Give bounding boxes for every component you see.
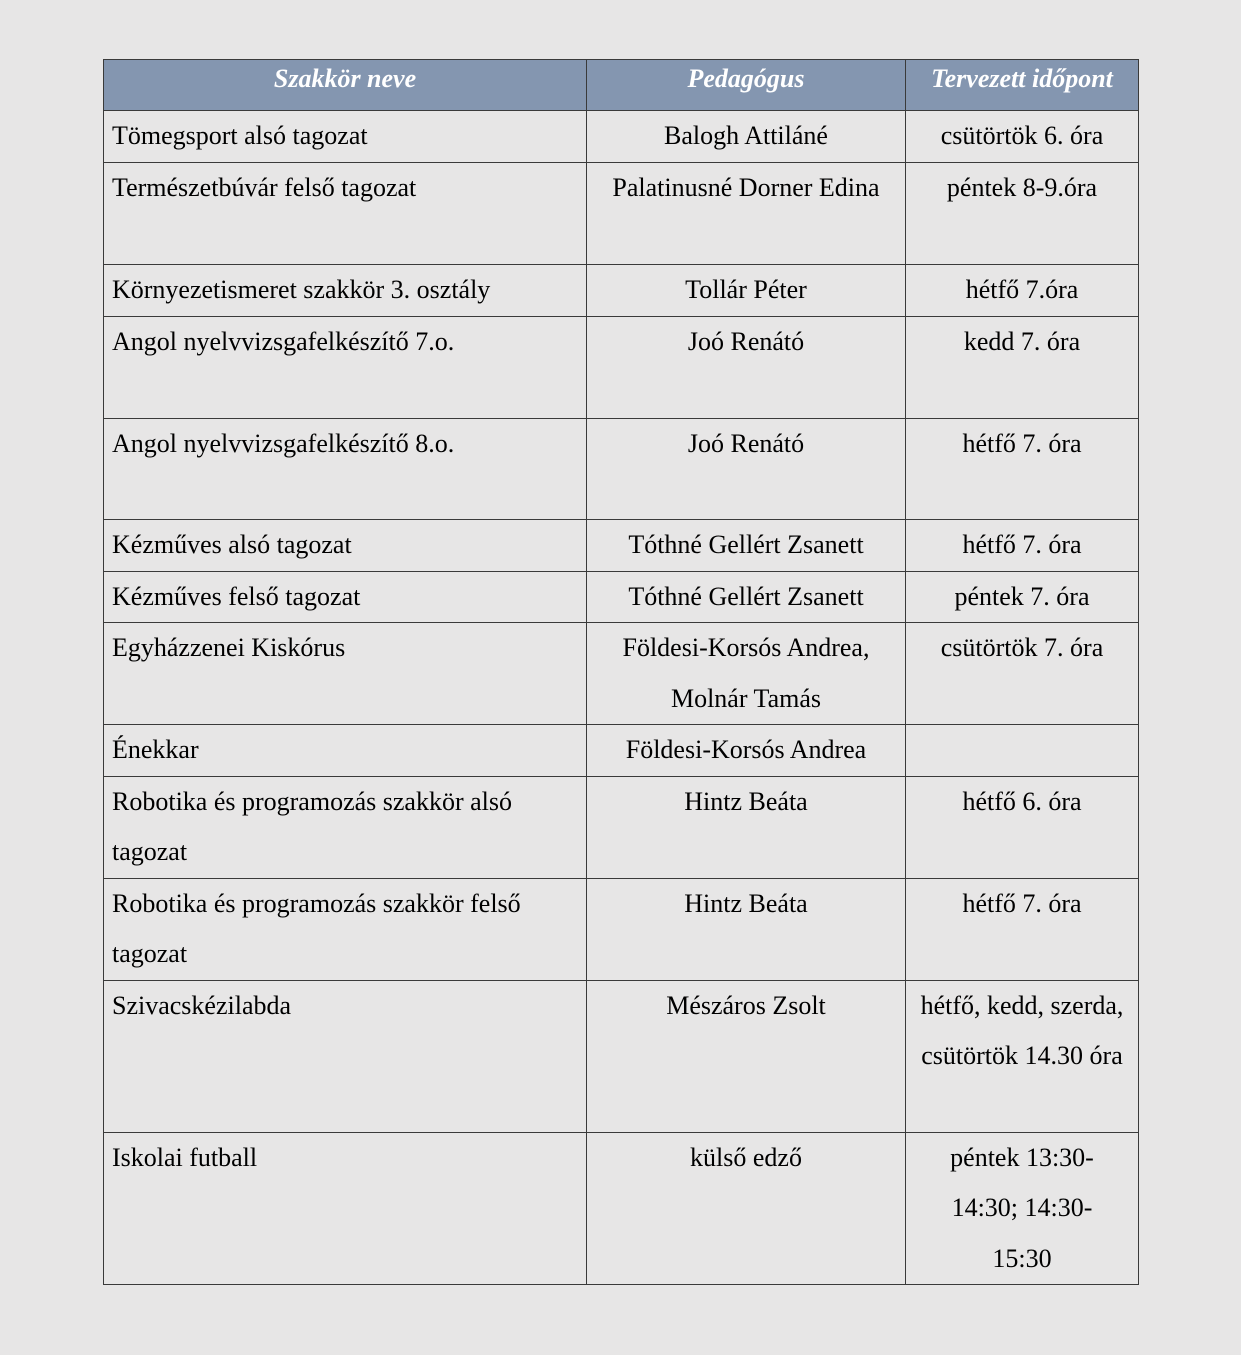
time-cell: kedd 7. óra — [906, 316, 1139, 418]
time-cell: hétfő 7. óra — [906, 418, 1139, 519]
club-name-cell: Egyházzenei Kiskórus — [104, 623, 587, 725]
teacher-cell: Joó Renátó — [587, 316, 906, 418]
time-cell: hétfő 7. óra — [906, 878, 1139, 980]
table-row — [104, 725, 1139, 777]
club-name-cell: Robotika és programozás szakkör felső tagozat — [104, 878, 587, 980]
header-planned-time: Tervezett időpont — [906, 60, 1139, 111]
header-club-name: Szakkör neve — [104, 60, 587, 111]
teacher-cell: Tóthné Gellért Zsanett — [587, 519, 906, 571]
teacher-cell: Tollár Péter — [587, 265, 906, 317]
time-cell: péntek 13:30-14:30; 14:30-15:30 — [906, 1132, 1139, 1285]
teacher-cell: Földesi-Korsós Andrea — [587, 725, 906, 777]
club-name-cell: Kézműves alsó tagozat — [104, 519, 587, 571]
time-cell: péntek 8-9.óra — [906, 163, 1139, 265]
club-name-cell: Angol nyelvvizsgafelkészítő 8.o. — [104, 418, 587, 519]
table-row — [104, 519, 1139, 571]
table-row — [104, 623, 1139, 725]
teacher-cell: Tóthné Gellért Zsanett — [587, 571, 906, 623]
teacher-cell: Földesi-Korsós Andrea, Molnár Tamás — [587, 623, 906, 725]
teacher-cell: Mészáros Zsolt — [587, 980, 906, 1132]
teacher-cell: Joó Renátó — [587, 418, 906, 519]
teacher-cell: Hintz Beáta — [587, 878, 906, 980]
club-name-cell: Szivacskézilabda — [104, 980, 587, 1132]
time-cell: péntek 7. óra — [906, 571, 1139, 623]
time-cell: hétfő 6. óra — [906, 776, 1139, 878]
header-teacher: Pedagógus — [587, 60, 906, 111]
table-row — [104, 265, 1139, 317]
table-row — [104, 776, 1139, 878]
time-cell: hétfő 7. óra — [906, 519, 1139, 571]
time-cell: hétfő, kedd, szerda, csütörtök 14.30 óra — [906, 980, 1139, 1132]
table-row — [104, 111, 1139, 163]
table-row — [104, 316, 1139, 418]
teacher-cell: külső edző — [587, 1132, 906, 1285]
table-row — [104, 163, 1139, 265]
club-name-cell: Robotika és programozás szakkör alsó tagozat — [104, 776, 587, 878]
club-schedule-table — [103, 59, 1139, 1285]
time-cell: csütörtök 7. óra — [906, 623, 1139, 725]
table-row — [104, 878, 1139, 980]
club-name-cell: Környezetismeret szakkör 3. osztály — [104, 265, 587, 317]
table-row — [104, 980, 1139, 1132]
club-name-cell: Tömegsport alsó tagozat — [104, 111, 587, 163]
time-cell: csütörtök 6. óra — [906, 111, 1139, 163]
club-name-cell: Természetbúvár felső tagozat — [104, 163, 587, 265]
club-name-cell: Iskolai futball — [104, 1132, 587, 1285]
time-cell — [906, 725, 1139, 777]
teacher-cell: Palatinusné Dorner Edina — [587, 163, 906, 265]
table-row — [104, 1132, 1139, 1285]
time-cell: hétfő 7.óra — [906, 265, 1139, 317]
club-name-cell: Kézműves felső tagozat — [104, 571, 587, 623]
teacher-cell: Balogh Attiláné — [587, 111, 906, 163]
table-row — [104, 571, 1139, 623]
club-name-cell: Angol nyelvvizsgafelkészítő 7.o. — [104, 316, 587, 418]
club-name-cell: Énekkar — [104, 725, 587, 777]
table-row — [104, 418, 1139, 519]
header-row — [104, 60, 1139, 111]
teacher-cell: Hintz Beáta — [587, 776, 906, 878]
